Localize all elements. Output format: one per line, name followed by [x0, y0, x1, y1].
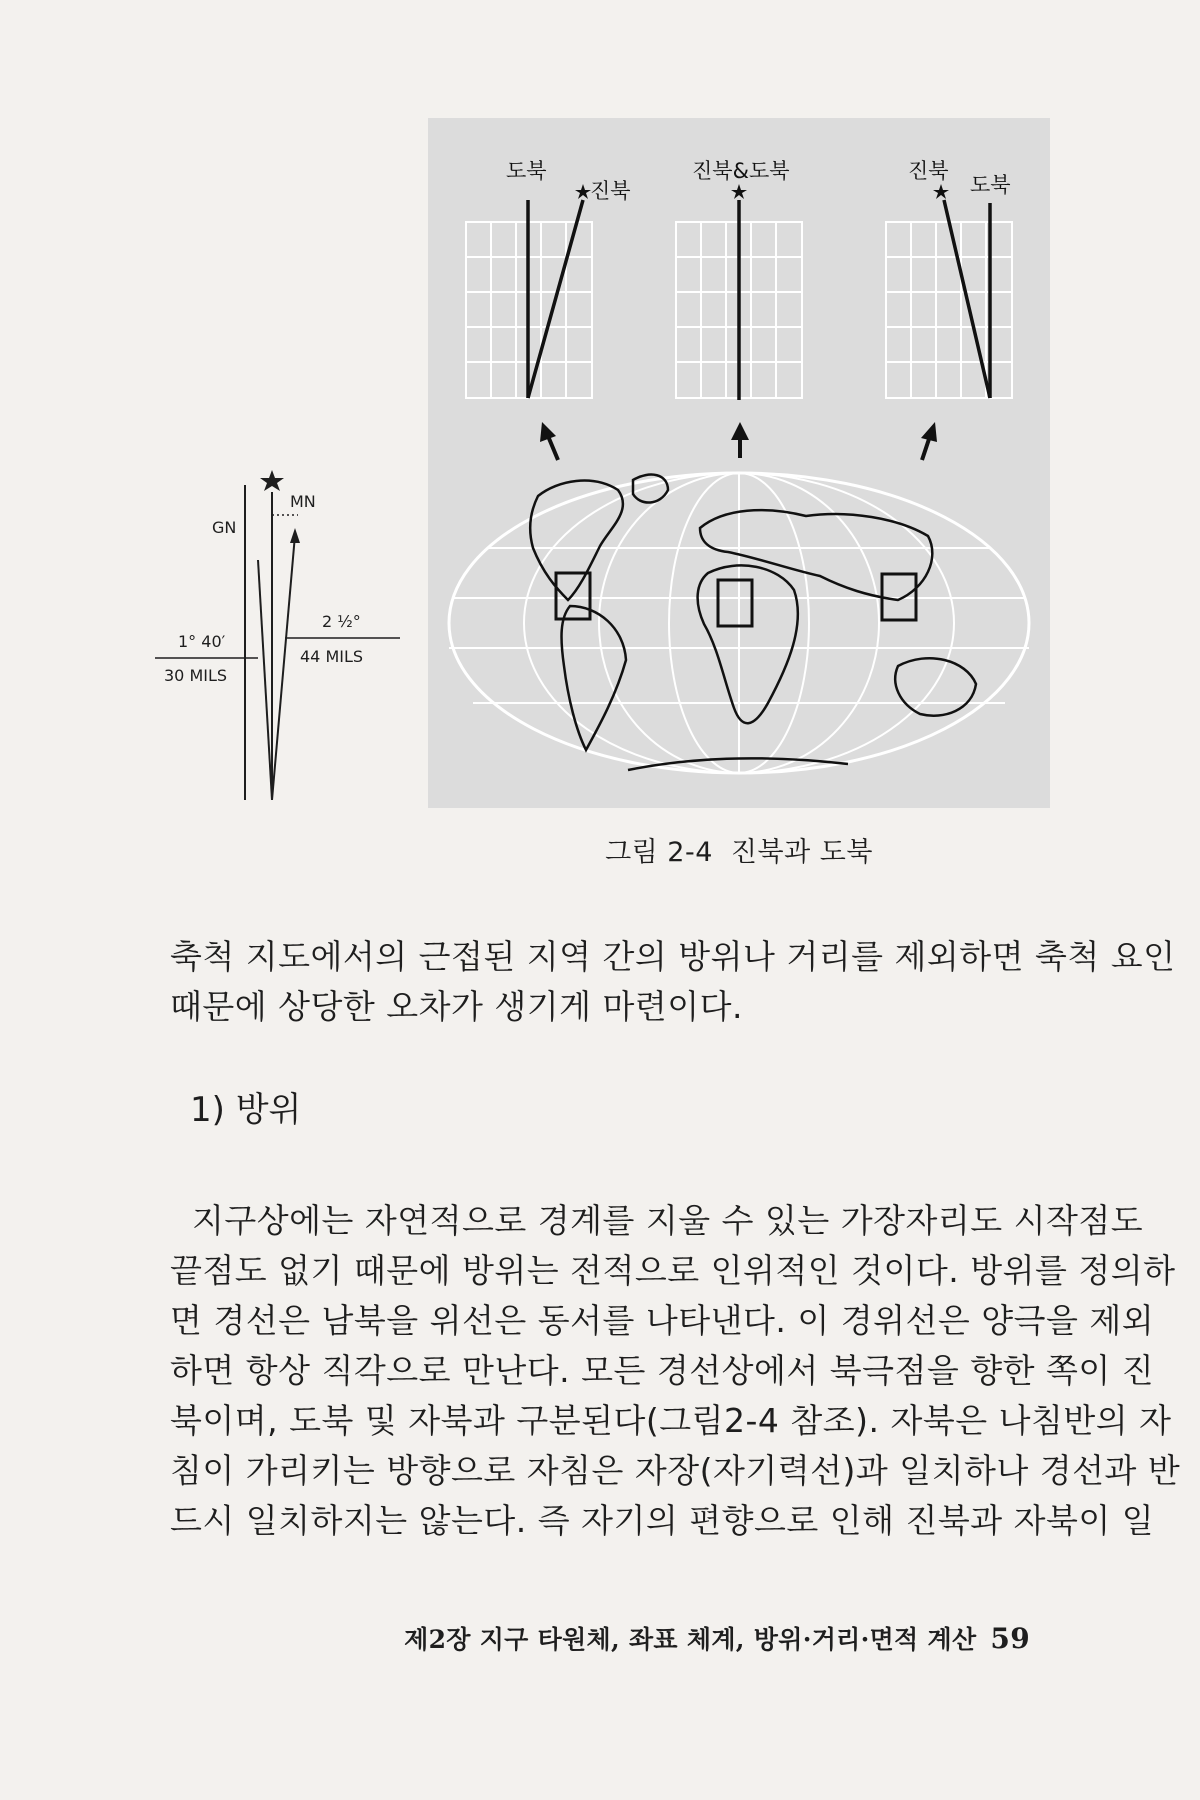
panel2-label: 진북&도북: [692, 159, 790, 183]
running-title: 제2장 지구 타원체, 좌표 체계, 방위·거리·면적 계산: [404, 1625, 977, 1654]
page-number: 59: [990, 1622, 1030, 1655]
star-icon: [933, 184, 949, 199]
mn-label: MN: [290, 492, 316, 511]
page-footer: [404, 1620, 1030, 1656]
arrow-icon: [290, 528, 300, 543]
left-angle-label: 1° 40′: [178, 632, 226, 651]
paragraph-2: [170, 1196, 1181, 1546]
text-line: 북이며, 도북 및 자북과 구분된다(그림2-4 참조). 자북은 나침반의 자: [170, 1401, 1172, 1440]
text-line: 끝점도 없기 때문에 방위는 전적으로 인위적인 것이다. 방위를 정의하: [170, 1251, 1176, 1290]
highlight-box-africa: [718, 580, 752, 626]
section-heading: 1) 방위: [190, 1090, 302, 1130]
text-line: 지구상에는 자연적으로 경계를 지울 수 있는 가장자리도 시작점도: [192, 1201, 1144, 1240]
paragraph-1: [170, 932, 1176, 1032]
left-mils-label: 30 MILS: [164, 666, 228, 685]
text-line: 드시 일치하지는 않는다. 즉 자기의 편향으로 인해 진북과 자북이 일: [170, 1501, 1155, 1540]
gn-label: GN: [212, 518, 237, 537]
star-icon: [260, 470, 284, 491]
panel1-label-grid: 도북: [506, 159, 547, 183]
text-line: 면 경선은 남북을 위선은 동서를 나타낸다. 이 경위선은 양극을 제외: [170, 1301, 1155, 1340]
panel1-label-true: 진북: [590, 179, 631, 203]
panel3-label-true: 진북: [908, 159, 949, 183]
panel3-label-grid: 도북: [970, 173, 1011, 197]
australia-outline: [895, 658, 976, 715]
figure-caption: [428, 830, 1050, 869]
right-mils-label: 44 MILS: [300, 647, 364, 666]
star-icon: [575, 184, 591, 199]
caption-number: 그림 2-4: [605, 837, 713, 868]
south-america-outline: [562, 606, 626, 750]
grid-panel-right: [886, 222, 1012, 398]
world-map: [449, 473, 1029, 773]
figure-2-4: [428, 118, 1050, 808]
declination-diagram: [150, 440, 410, 800]
text-line: 하면 항상 직각으로 만난다. 모든 경선상에서 북극점을 향한 쪽이 진: [170, 1351, 1155, 1390]
text-line: 축척 지도에서의 근접된 지역 간의 방위나 거리를 제외하면 축척 요인: [170, 937, 1176, 976]
right-angle-label: 2 ½°: [322, 612, 361, 631]
true-north-line: [944, 200, 990, 398]
true-north-line: [528, 200, 583, 398]
star-icon: [731, 184, 747, 199]
eurasia-outline: [700, 510, 932, 600]
text-line: 침이 가리키는 방향으로 자침은 자장(자기력선)과 일치하나 경선과 반: [170, 1451, 1181, 1490]
arrow-icon: [548, 436, 558, 460]
north-comparison-figure: [428, 118, 1050, 808]
text-line: 때문에 상당한 오차가 생기게 마련이다.: [170, 987, 743, 1026]
caption-title: 진북과 도북: [730, 837, 873, 868]
magnetic-north-line: [272, 535, 295, 800]
africa-outline: [698, 565, 798, 723]
